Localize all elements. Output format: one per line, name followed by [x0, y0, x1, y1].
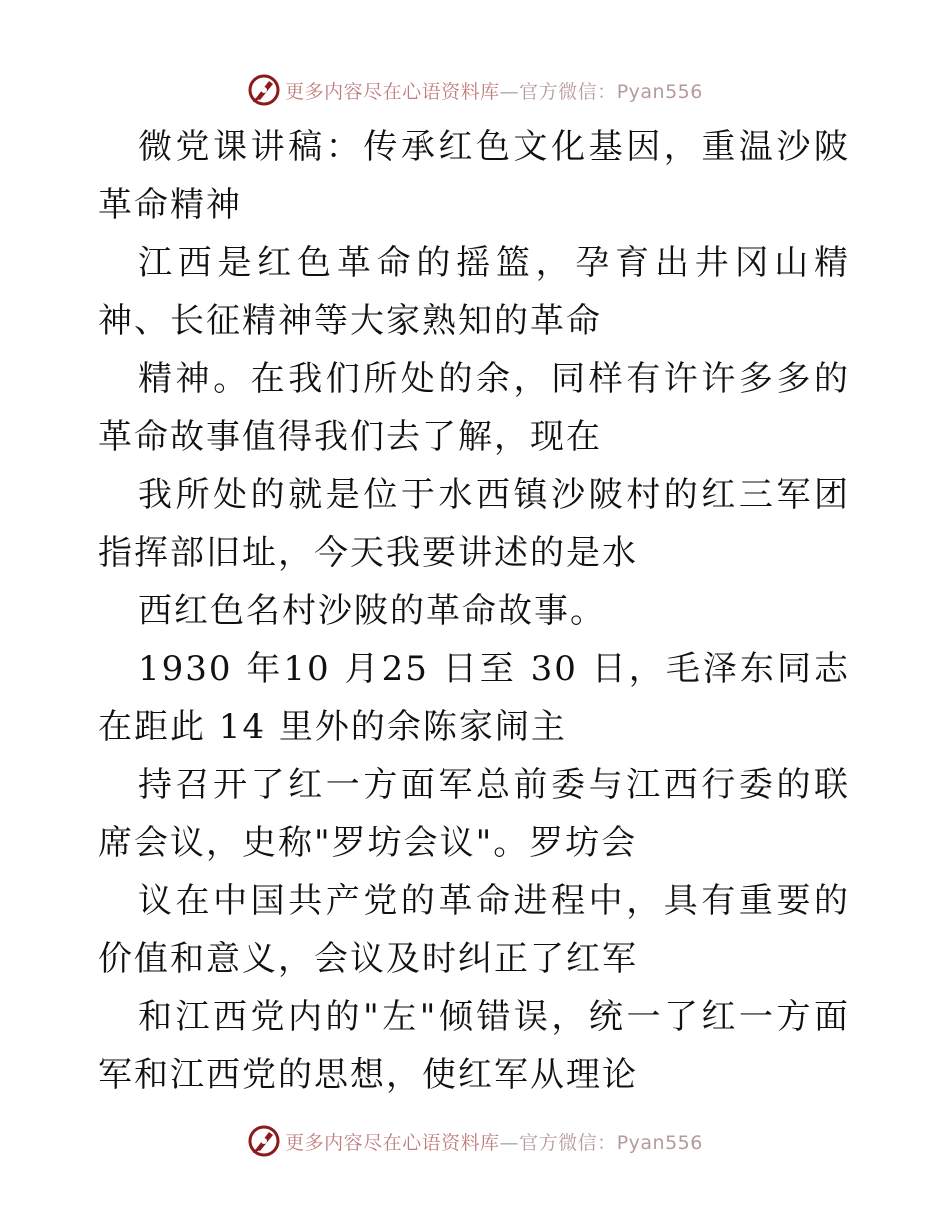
- watermark-wechat-id: Pyan556: [616, 80, 703, 103]
- document-paragraph: 议在中国共产党的革命进程中，具有重要的价值和意义，会议及时纠正了红军: [98, 881, 850, 979]
- watermark-wechat-id: Pyan556: [616, 1131, 703, 1154]
- document-body: [98, 118, 850, 1104]
- document-paragraph: 持召开了红一方面军总前委与江西行委的联席会议，史称"罗坊会议"。罗坊会: [98, 765, 850, 863]
- document-paragraph: 西红色名村沙陂的革命故事。: [138, 591, 606, 631]
- header-watermark-banner: [0, 70, 950, 110]
- watermark-separator: —: [499, 1131, 520, 1154]
- watermark-site-name: 更多内容尽在心语资料库: [285, 1131, 500, 1154]
- footer-watermark-banner: [0, 1121, 950, 1161]
- document-paragraph: 1930 年10 月25 日至 30 日，毛泽东同志在距此 14 里外的余陈家闹主: [98, 649, 850, 747]
- quill-pen-logo-icon: [247, 73, 281, 107]
- document-title-paragraph: 微党课讲稿：传承红色文化基因，重温沙陂革命精神: [98, 127, 850, 225]
- watermark-site-name: 更多内容尽在心语资料库: [285, 80, 500, 103]
- document-paragraph: 江西是红色革命的摇篮，孕育出井冈山精神、长征精神等大家熟知的革命: [98, 243, 850, 341]
- document-paragraph: 精神。在我们所处的余，同样有许许多多的革命故事值得我们去了解，现在: [98, 359, 850, 457]
- quill-pen-logo-icon: [247, 1124, 281, 1158]
- watermark-text: [285, 77, 703, 104]
- watermark-wechat-label: 官方微信：: [519, 1131, 617, 1154]
- watermark-wechat-label: 官方微信：: [519, 80, 617, 103]
- watermark-separator: —: [499, 80, 520, 103]
- document-paragraph: 和江西党内的"左"倾错误，统一了红一方面军和江西党的思想，使红军从理论: [98, 997, 850, 1095]
- document-paragraph: 我所处的就是位于水西镇沙陂村的红三军团指挥部旧址，今天我要讲述的是水: [98, 475, 850, 573]
- watermark-text: [285, 1128, 703, 1155]
